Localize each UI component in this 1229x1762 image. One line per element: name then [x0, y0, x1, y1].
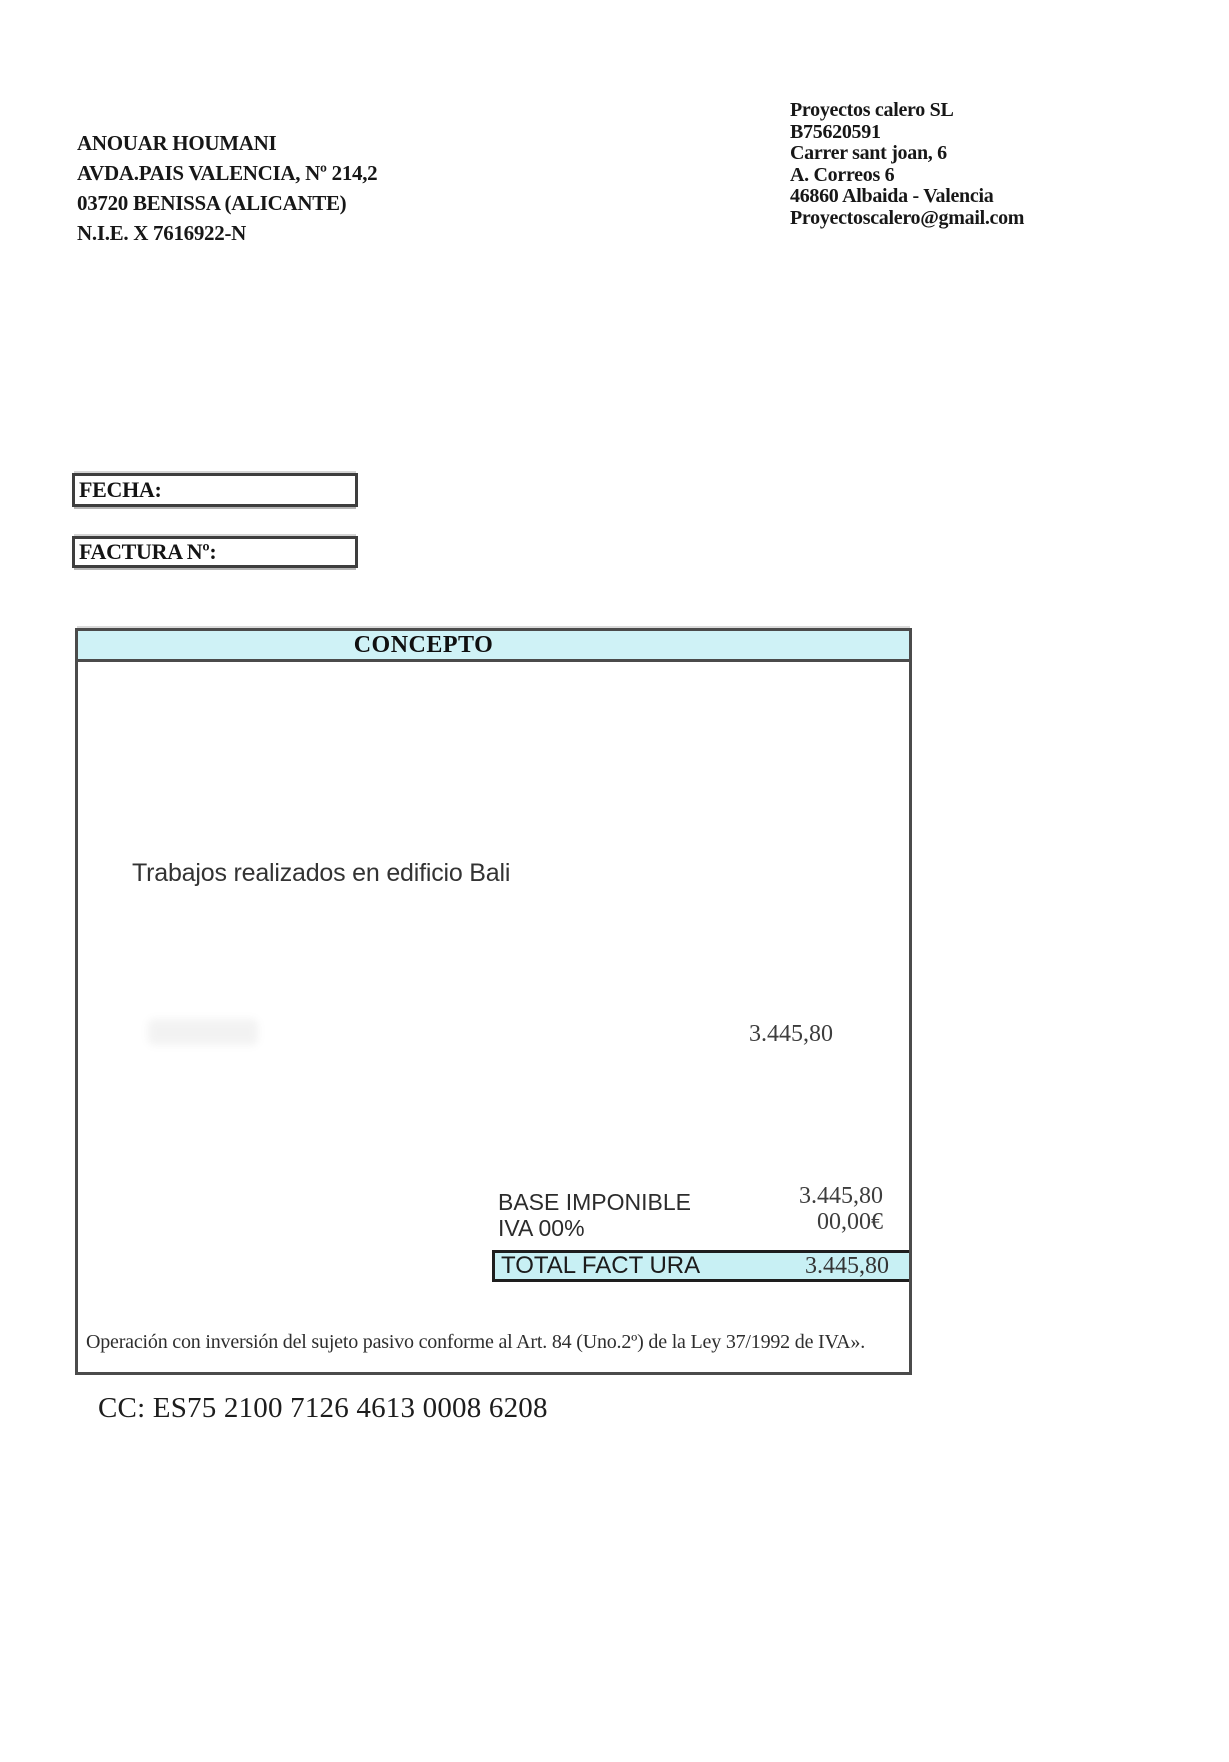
scan-smudge [148, 1019, 258, 1045]
recipient-line: AVDA.PAIS VALENCIA, Nº 214,2 [77, 161, 378, 185]
issuer-line: Proyectoscalero@gmail.com [790, 206, 1025, 229]
bank-account-line: CC: ES75 2100 7126 4613 0008 6208 [98, 1392, 548, 1424]
recipient-line: ANOUAR HOUMANI [77, 131, 277, 155]
iva-label: IVA 00% [498, 1215, 585, 1241]
total-value: 3.445,80 [805, 1252, 889, 1279]
factura-field [72, 536, 358, 568]
factura-label: FACTURA Nº: [79, 539, 217, 564]
total-row [492, 1250, 909, 1282]
issuer-line: B75620591 [790, 120, 881, 143]
issuer-line: Proyectos calero SL [790, 99, 954, 121]
iva-value: 00,00€ [817, 1209, 883, 1235]
issuer-line: 46860 Albaida - Valencia [790, 185, 994, 207]
base-imponible-value: 3.445,80 [799, 1183, 883, 1209]
total-label: TOTAL FACT URA [501, 1252, 701, 1279]
issuer-line: Carrer sant joan, 6 [790, 142, 947, 164]
fecha-label: FECHA: [79, 477, 162, 502]
fecha-field [72, 473, 358, 507]
concepto-description: Trabajos realizados en edificio Bali [132, 859, 511, 887]
issuer-line: A. Correos 6 [790, 163, 895, 186]
concepto-header [78, 631, 909, 662]
issuer-address [790, 100, 1024, 229]
recipient-line: 03720 BENISSA (ALICANTE) [77, 191, 347, 215]
concepto-table [75, 628, 912, 1375]
base-imponible-label: BASE IMPONIBLE [498, 1189, 692, 1215]
recipient-line: N.I.E. X 7616922-N [77, 221, 247, 245]
concepto-amount: 3.445,80 [749, 1021, 833, 1047]
legal-note: Operación con inversión del sujeto pasivo conforme al Art. 84 (Uno.2º) de la Ley 37/1992 de IVA». [86, 1331, 866, 1353]
recipient-address [77, 128, 377, 248]
concepto-title: CONCEPTO [353, 631, 494, 658]
